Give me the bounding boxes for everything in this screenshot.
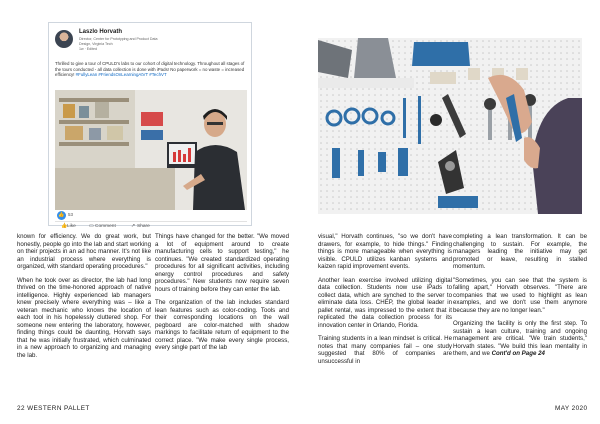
like-button[interactable] — [61, 223, 76, 229]
author-title-line-1: Director, Center for Prototyping and Product Data — [79, 37, 158, 41]
paragraph: Another lean exercise involved utilizing digital data collection. Students now use iPads to collect data, which are synched to the server to eliminate data loss. CHEP, the global leader in pallet rental, was impressed to the extent that it replicated the data collection process for its innovation center in Orlando, Florida. — [318, 276, 452, 329]
pegboard-tools-image — [318, 38, 582, 214]
share-icon: ↗ — [131, 223, 136, 229]
continued-link[interactable]: Cont'd on Page 24 — [491, 350, 545, 357]
right-page-folio: MAY 2020 — [555, 405, 588, 412]
article-column-4 — [453, 233, 587, 364]
paragraph — [453, 320, 587, 358]
share-button[interactable] — [131, 223, 150, 229]
comment-icon: ▭ — [89, 223, 94, 229]
paragraph: visual," Horvath continues, "so we don't have drawers, for example, to hide things." Finding things is more manageable when everything is visible. CPULD utilizes kanban systems and kaizen rapid improvement events. — [318, 233, 452, 270]
post-header — [55, 29, 247, 59]
thumbs-up-icon: 👍 — [58, 212, 65, 218]
post-hashtags[interactable]: #FullyLean #FriendsOnLearningAtVT #TechVT — [75, 72, 167, 78]
left-page-folio: 22 WESTERN PALLET — [17, 405, 90, 412]
paragraph: "Sometimes, you can see that the system is falling apart," Horvath observes. "There are companies that we used to highlight as lean examples, and we don't use them anymore because they are no longer lean." — [453, 276, 587, 314]
linkedin-post-card — [48, 22, 252, 229]
author-name[interactable]: Laszlo Horvath — [79, 29, 123, 35]
post-photo[interactable] — [55, 90, 247, 210]
paragraph-text: Organizing the facility is only the first step. To sustain a lean culture, training and ongoing management are critical. "We train students," Horvath states. "We build this lean mentality in them, and we — [453, 320, 587, 357]
share-label: Share — [137, 224, 150, 229]
pegboard-photo — [318, 38, 582, 214]
like-icon: 👍 — [61, 223, 68, 229]
author-title-line-2: Design, Virginia Tech — [79, 42, 113, 46]
article-column-3 — [318, 233, 452, 371]
post-body: Thrilled to give a tour of CPULD's labs to our cohort of digital technology. Throughout all stages of the tours conducted - all data collection is done with iPads! No paperwork = no waste = increased efficiency! — [55, 61, 245, 78]
paragraph: known for efficiency. We do great work, but honestly, people go into the lab and start working on their projects in an ad hoc manner. It's not like an industrial process where everything is organized, with standard operating procedures." — [17, 233, 151, 270]
comment-label: Comment — [95, 224, 116, 229]
like-label: Like — [67, 224, 76, 229]
paragraph: Things have changed for the better. "We moved a lot of equipment around to create manufacturing cells to support testing," he continues. "We created standardized operating procedures for all significant activities, including energy control procedures and safety procedures." New students now require seven hours of training before they can enter the lab. — [155, 233, 289, 293]
post-actions — [55, 221, 247, 230]
reaction-count[interactable]: 53 — [68, 212, 74, 217]
paragraph: completing a lean transformation. It can be challenging to sustain. For example, the managers leading the initiative may get promoted or leave, resulting in stalled momentum. — [453, 233, 587, 270]
avatar[interactable] — [55, 30, 73, 48]
post-meta: 1w · Edited — [79, 47, 97, 51]
comment-button[interactable] — [89, 223, 116, 229]
paragraph: The organization of the lab includes standard lean features such as color-coding. Tools and their corresponding locations on the wall pegboard are color-matched with shadow markings to facilitate return of equipment to the correct place. "We make every single process, every single part of the lab — [155, 299, 289, 351]
article-column-2 — [155, 233, 289, 358]
paragraph: Training students in a lean mindset is critical. He notes that many companies fail – one study suggested that 80% of companies are unsuccessful in — [318, 335, 452, 365]
post-text — [55, 61, 247, 78]
article-column-1 — [17, 233, 151, 365]
lab-worker-photo — [55, 90, 247, 210]
paragraph: When he took over as director, the lab had long thrived on the time-honored approach of native intelligence. Highly experienced lab managers knew precisely where everything was – like a veteran mechanic who knows the location of each tool in his hopelessly cluttered shop. For someone new entering the laboratory, however, finding things could be daunting, Horvath says that he was initially frustrated, which culminated in a new approach to organizing and managing the lab. — [17, 276, 151, 359]
